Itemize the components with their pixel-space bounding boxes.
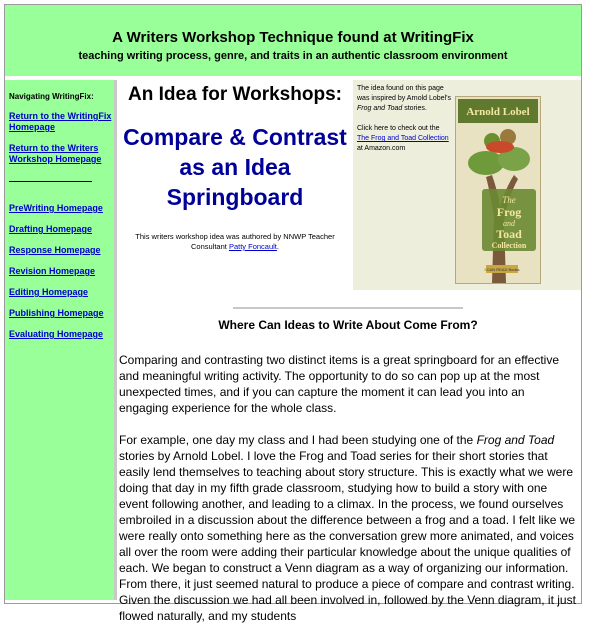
p2-book-title: Frog and Toad: [476, 433, 555, 447]
content-divider: [233, 307, 463, 309]
sidebar-link-response[interactable]: Response Homepage: [9, 245, 101, 255]
sidebar-divider: [9, 181, 92, 182]
intro-kicker: An Idea for Workshops:: [128, 84, 342, 105]
author-link[interactable]: Patty Foncault: [228, 242, 277, 251]
cover-title-line-3: and: [503, 219, 515, 228]
click-prefix: Click here to check out the: [357, 125, 440, 132]
header-subtitle: teaching writing process, genre, and traits in an authentic classroom environment: [78, 50, 508, 62]
inspired-suffix: stories.: [404, 105, 427, 112]
article-paragraph-2: [119, 432, 577, 624]
inspired-by-text: [357, 84, 451, 114]
sidebar-link-prewriting[interactable]: PreWriting Homepage: [9, 203, 103, 213]
sidebar-link-evaluating[interactable]: Evaluating Homepage: [9, 329, 104, 339]
header-title: A Writers Workshop Technique found at WritingFix: [112, 29, 474, 46]
article-paragraph-1: Comparing and contrasting two distinct items is a great springboard for an effective and meaningful writing activity. The opportunity to do so can pop up at the most unexpected times, and if you can capture the moment it can lead you into an engaging experience for the whole class.: [119, 353, 560, 415]
credit-end: .: [276, 242, 279, 251]
page-header: [5, 5, 581, 76]
click-suffix: at Amazon.com: [357, 145, 406, 152]
p2-start: For example, one day my class and I had been studying one of the: [119, 433, 474, 447]
sidebar-link-publishing[interactable]: Publishing Homepage: [9, 308, 104, 318]
inspired-book-title: Frog and Toad: [357, 105, 403, 112]
article: [119, 318, 577, 640]
book-cover-art: [456, 97, 540, 283]
intro-box: [117, 80, 353, 290]
sidebar-link-writingfix-home[interactable]: Return to the WritingFix Homepage: [9, 111, 112, 132]
book-cover-image[interactable]: [455, 96, 541, 284]
cover-title-line-2: Frog: [496, 205, 522, 219]
credit-text: This writers workshop idea was authored by NNWP Teacher Consultant: [135, 232, 335, 251]
inspired-prefix: The idea found on this page was inspired by Arnold Lobel's: [357, 85, 451, 102]
book-description: [357, 84, 451, 154]
article-heading: Where Can Ideas to Write About Come From?: [218, 318, 478, 332]
cover-title-line-5: Collection: [491, 241, 527, 250]
cover-title-line-4: Toad: [496, 227, 522, 241]
sidebar-nav-title: Navigating WritingFix:: [9, 92, 94, 101]
cover-title-line-1: The: [502, 195, 516, 205]
sidebar-link-revision[interactable]: Revision Homepage: [9, 266, 96, 276]
cover-author: Arnold Lobel: [466, 106, 530, 118]
author-credit: [117, 232, 353, 252]
p2-rest: stories by Arnold Lobel. I love the Frog and Toad series for their short stories that easily lend themselves to teaching about story structure. This is exactly what we were doing that day in my fifth grade classroom, studying how to build a story with one event following another, and leading to a climax. In the process, we found ourselves embroiled in a discussion about the difference between a frog and a toad. I felt like we were really onto something here as the conversation grew more animated, and voices all over the room were adding their particular knowledge about the unique qualities of each. We began to construct a Venn diagram as a way of organizing our information. From there, it just seemed natural to produce a piece of compare and contrast writing. Given the discussion we had all been involved in, followed by the Venn diagram, it just flowed naturally, and my students: [119, 449, 576, 623]
book-link[interactable]: The Frog and Toad Collection: [357, 135, 449, 142]
sidebar-link-drafting[interactable]: Drafting Homepage: [9, 224, 93, 234]
click-here-text: [357, 124, 451, 154]
cover-badge: I CAN READ Books: [484, 267, 520, 272]
book-panel: [353, 80, 581, 290]
sidebar-link-writers-workshop-home[interactable]: Return to the Writers Workshop Homepage: [9, 143, 102, 164]
sidebar-link-editing[interactable]: Editing Homepage: [9, 287, 89, 297]
sidebar: [5, 80, 114, 600]
page-title: Compare & Contrast as an Idea Springboard: [123, 124, 347, 210]
